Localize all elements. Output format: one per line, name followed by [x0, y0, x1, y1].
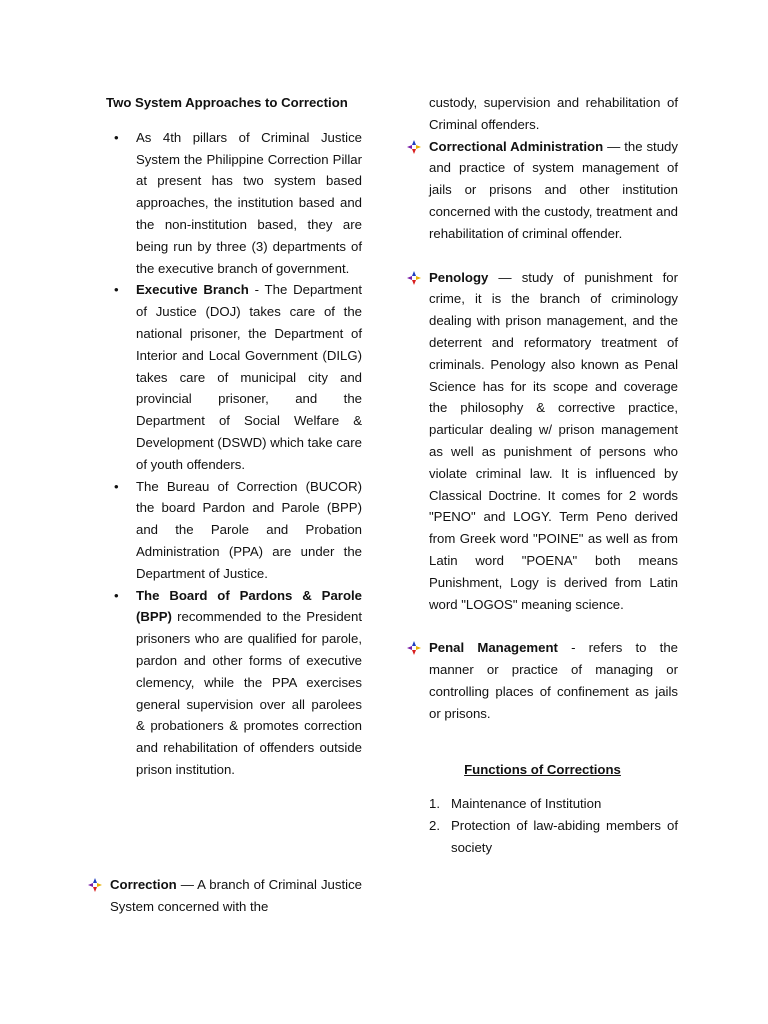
definition-text: — study of punishment for crime, it is the branch of criminology dealing with prison management, and the deterrent and reformatory treatment of criminals. Penology also known as Penal Science has for its scope and coverage the philosophy & corrective practice, particular dealing w/ prison management as well as punishment of persons who violate criminal law. It is influenced by Classical Doctrine. It comes for 2 words "PENO" and LOGY. Term Peno derived from Greek word "POINE" as well as from Latin word "POENA" both means Punishment, Logy is derived from Latin word "LOGOS" meaning science. — [429, 269, 678, 612]
bullet-text: recommended to the President prisoners who are qualified for parole, pardon and other forms of executive clemency, while the PPA exercises general supervision over all parolees & probationers & promotes correction and rehabilitation of offenders outside prison institution. — [136, 609, 362, 777]
four-arrow-bullet-icon — [407, 140, 421, 154]
continued-text: custody, supervision and rehabilitation of Criminal offenders. — [429, 95, 678, 132]
functions-list — [407, 793, 678, 858]
bullet-item — [106, 127, 362, 280]
definition-term: Penal Management — [429, 640, 558, 656]
bullet-glyph: • — [114, 129, 119, 145]
definition-text: — A branch of Criminal Justice System concerned with the — [110, 877, 362, 914]
correction-entry — [88, 874, 362, 918]
definition-term: Correctional Administration — [429, 138, 604, 154]
spacer — [407, 245, 678, 267]
bullet-item — [106, 476, 362, 585]
bullet-glyph: • — [114, 282, 119, 298]
left-column — [106, 92, 362, 781]
bullet-bold-term: The Board of Pardons & Parole (BPP) — [136, 587, 362, 625]
definition-item — [407, 136, 678, 245]
section-title: Two System Approaches to Correction — [106, 95, 348, 110]
bullet-bold-term: Executive Branch — [136, 282, 249, 298]
definition-text: — the study and practice of system management of jails or prisons and other institution concerned with the custody, treatment and rehabilitation of criminal offender. — [429, 138, 678, 241]
list-number: 1. — [429, 796, 440, 812]
list-number: 2. — [429, 818, 440, 834]
functions-heading: Functions of Corrections — [464, 761, 621, 777]
approaches-bullet-list — [106, 127, 362, 781]
spacer — [407, 615, 678, 637]
bullet-glyph: • — [114, 587, 119, 603]
definition-item — [88, 874, 362, 918]
bullet-item — [106, 279, 362, 475]
list-item — [407, 793, 678, 815]
bullet-text: The Bureau of Correction (BUCOR) the board Pardon and Parole (BPP) and the Parole and Probation Administration (PPA) are under the Department of Justice. — [136, 478, 362, 581]
definition-text: - refers to the manner or practice of managing or controlling places of confinement as jails or prisons. — [429, 640, 678, 721]
spacer — [407, 725, 678, 759]
list-text: Maintenance of Institution — [451, 796, 602, 812]
bullet-text: - The Department of Justice (DOJ) takes care of the national prisoner, the Department of Interior and Local Government (DILG) takes care of municipal city and provincial prisoner, and the Department of Social Welfare & Development (DSWD) which take care of youth offenders. — [136, 282, 362, 472]
definition-item — [407, 637, 678, 724]
four-arrow-bullet-icon — [407, 271, 421, 285]
four-arrow-bullet-icon — [88, 878, 102, 892]
spacer — [407, 780, 678, 793]
definition-item — [407, 267, 678, 616]
four-arrow-bullet-icon — [407, 641, 421, 655]
bullet-text: As 4th pillars of Criminal Justice System the Philippine Correction Pillar at present has two system based approaches, the institution based and the non-institution based, they are being run by three (3) departments of the executive branch of government. — [136, 129, 362, 276]
definition-term: Correction — [110, 877, 177, 892]
bullet-glyph: • — [114, 478, 119, 494]
list-item — [407, 815, 678, 859]
right-column — [407, 92, 678, 859]
list-text: Protection of law-abiding members of society — [451, 818, 678, 855]
bullet-item — [106, 585, 362, 781]
definition-term: Penology — [429, 269, 489, 285]
